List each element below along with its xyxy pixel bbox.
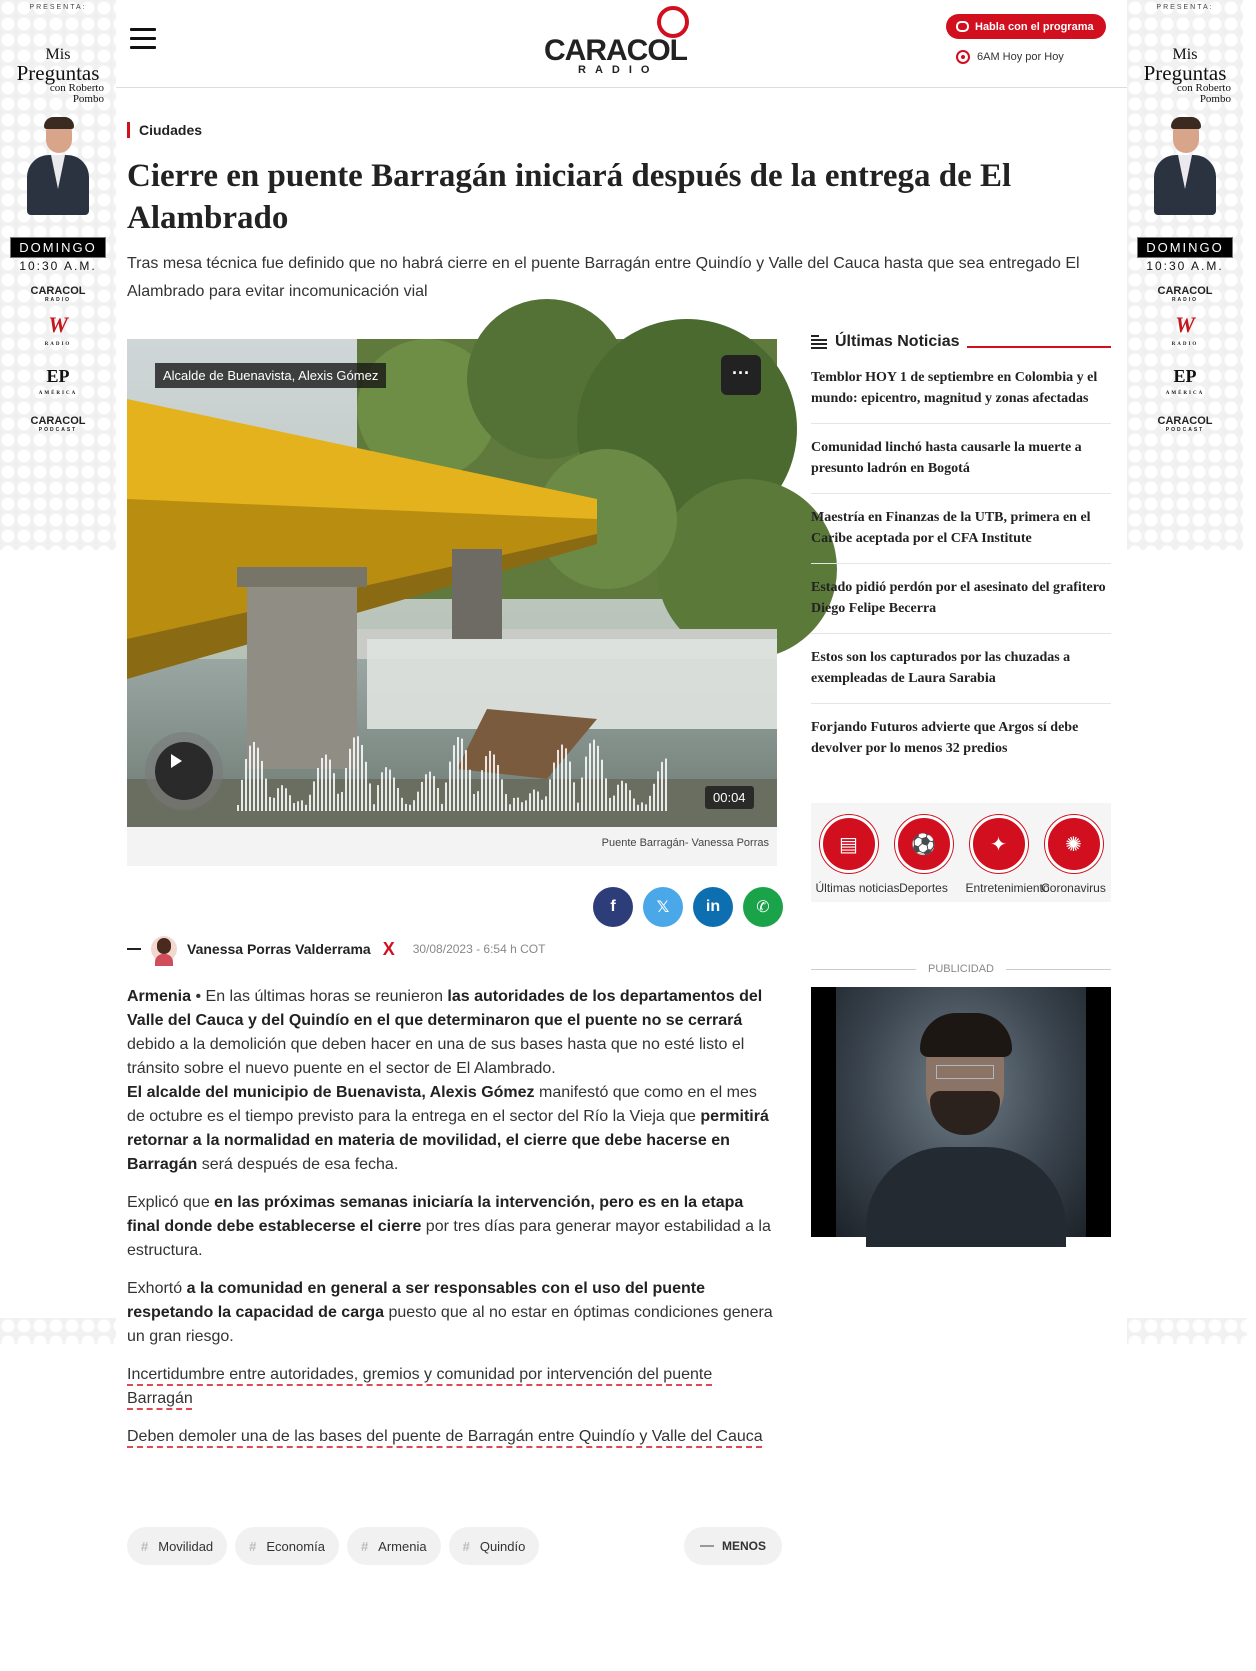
waveform-bar bbox=[389, 770, 391, 811]
waveform-bar bbox=[329, 760, 331, 811]
waveform-bar bbox=[405, 804, 407, 811]
banner-time: 10:30 A.M. bbox=[19, 259, 97, 273]
waveform-bar bbox=[401, 798, 403, 811]
byline bbox=[127, 936, 545, 962]
waveform-bar bbox=[341, 792, 343, 811]
waveform-bar bbox=[397, 788, 399, 811]
waveform-bar bbox=[637, 805, 639, 811]
paragraph: Exhortó a la comunidad en general a ser responsables con el uso del puente respetando la capacidad de carga puesto que al no estar en óptimas condiciones genera un gran riesgo. bbox=[127, 1280, 773, 1345]
waveform-bar bbox=[609, 798, 611, 811]
waveform-bar bbox=[325, 755, 327, 811]
waveform-bar bbox=[365, 762, 367, 811]
caracol-podcast-logo: CARACOL PODCAST bbox=[1157, 415, 1213, 433]
waveform-bar bbox=[541, 800, 543, 811]
waveform-bar bbox=[449, 762, 451, 811]
linkedin-share-button[interactable]: in bbox=[693, 887, 733, 927]
waveform-bar bbox=[377, 785, 379, 811]
waveform-bar bbox=[413, 800, 415, 811]
waveform-bar bbox=[385, 767, 387, 811]
hash-icon: # bbox=[249, 1538, 257, 1554]
waveform-bar bbox=[433, 776, 435, 811]
less-button[interactable]: MENOS bbox=[684, 1527, 782, 1565]
waveform-bar bbox=[349, 749, 351, 811]
ep-america-logo: EP AMÉRICA bbox=[38, 366, 78, 396]
waveform-bar bbox=[245, 759, 247, 811]
media-label: Alcalde de Buenavista, Alexis Gómez bbox=[155, 363, 386, 388]
waveform-bar bbox=[261, 761, 263, 811]
waveform-bar bbox=[657, 771, 659, 811]
waveform-bar bbox=[281, 785, 283, 811]
waveform-bar bbox=[409, 805, 411, 811]
news-item[interactable]: Estado pidió perdón por el asesinato del grafitero Diego Felipe Becerra bbox=[811, 564, 1111, 634]
category-entretenimiento[interactable]: ✦ Entretenimiento bbox=[966, 815, 1032, 902]
waveform-bar bbox=[597, 746, 599, 811]
bridge-photo[interactable] bbox=[127, 339, 777, 827]
facebook-share-button[interactable]: f bbox=[593, 887, 633, 927]
minus-icon bbox=[700, 1545, 714, 1547]
waveform-bar bbox=[653, 784, 655, 811]
waveform-bar bbox=[305, 805, 307, 811]
waveform-bar bbox=[373, 804, 375, 811]
waveform-bar bbox=[441, 804, 443, 811]
news-item[interactable]: Temblor HOY 1 de septiembre en Colombia y el mundo: epicentro, magnitud y zonas afectadas bbox=[811, 354, 1111, 424]
waveform-bar bbox=[249, 746, 251, 811]
waveform-bar bbox=[309, 795, 311, 811]
latest-news-heading: Últimas Noticias bbox=[811, 330, 1111, 354]
hash-icon: # bbox=[141, 1538, 149, 1554]
waveform-bar bbox=[381, 772, 383, 811]
banner-day: DOMINGO bbox=[10, 237, 106, 258]
whatsapp-share-button[interactable]: ✆ bbox=[743, 887, 783, 927]
waveform-bar bbox=[337, 794, 339, 811]
soccer-ball-icon: ⚽ bbox=[895, 815, 953, 873]
waveform-bar bbox=[617, 785, 619, 811]
waveform-bar bbox=[553, 763, 555, 811]
virus-icon: ✺ bbox=[1045, 815, 1103, 873]
author-name[interactable]: Vanessa Porras Valderrama bbox=[187, 941, 371, 957]
waveform-bar bbox=[273, 798, 275, 811]
waveform-bar bbox=[485, 756, 487, 811]
photo-caption: Puente Barragán- Vanessa Porras bbox=[601, 837, 769, 849]
waveform-bar bbox=[429, 772, 431, 811]
paragraph: El alcalde del municipio de Buenavista, Alexis Gómez manifestó que como en el mes de octubre es el tiempo previsto para la entrega en el sector del Río la Vieja que permitirá retornar a la normalidad en materia de movilidad, el cierre que debe hacerse en Barragán será después de esa fecha. bbox=[127, 1084, 769, 1173]
waveform-bar bbox=[565, 748, 567, 811]
waveform-bar bbox=[265, 779, 267, 811]
tag-economia[interactable]: # Economía bbox=[235, 1527, 339, 1565]
waveform-bar bbox=[517, 798, 519, 811]
waveform-bar bbox=[497, 765, 499, 811]
publish-date: 30/08/2023 - 6:54 h COT bbox=[412, 942, 546, 956]
waveform-bar bbox=[621, 781, 623, 811]
waveform-bar bbox=[521, 802, 523, 811]
waveform-bar bbox=[317, 768, 319, 811]
side-banner-left[interactable] bbox=[0, 0, 116, 550]
waveform-bar bbox=[533, 790, 535, 811]
caracol-logo: CARACOL RADIO bbox=[30, 285, 86, 303]
section-tag[interactable]: Ciudades bbox=[127, 122, 202, 138]
host-portrait bbox=[25, 117, 91, 217]
waveform-bar bbox=[557, 750, 559, 811]
waveform-bar bbox=[453, 745, 455, 811]
tag-armenia[interactable]: # Armenia bbox=[347, 1527, 441, 1565]
news-item[interactable]: Comunidad linchó hasta causarle la muerte a presunto ladrón en Bogotá bbox=[811, 424, 1111, 494]
side-banner-strip-left bbox=[0, 1318, 116, 1344]
waveform-bar bbox=[361, 745, 363, 811]
waveform-bar bbox=[549, 779, 551, 811]
waveform-bar bbox=[445, 782, 447, 811]
waveform-bar bbox=[421, 782, 423, 811]
waveform-bar bbox=[613, 796, 615, 811]
banner-host: con Roberto Pombo bbox=[1176, 82, 1231, 105]
waveform-bar bbox=[577, 803, 579, 811]
waveform-bar bbox=[301, 800, 303, 811]
news-item[interactable]: Estos son los capturados por las chuzadas a exempleadas de Laura Sarabia bbox=[811, 634, 1111, 704]
live-radio-icon bbox=[956, 50, 970, 64]
share-buttons bbox=[593, 887, 783, 927]
waveform-bar bbox=[269, 797, 271, 811]
paragraph: Armenia • En las últimas horas se reunieron las autoridades de los departamentos del Valle del Cauca y del Quindío en el que determinaron que el puente no se cerrará debido a la demolición que deben hacer en una de sus bases hasta que no esté listo el tránsito sobre el nuevo puente en el sector de El Alambrado. bbox=[127, 988, 763, 1077]
waveform-bar bbox=[277, 788, 279, 811]
waveform-bar bbox=[437, 788, 439, 811]
x-profile-icon[interactable]: X bbox=[382, 938, 395, 959]
waveform-bar bbox=[465, 750, 467, 811]
waveform-bar bbox=[641, 802, 643, 811]
waveform-bar bbox=[289, 795, 291, 811]
category-ultimas-noticias[interactable]: ▤ Últimas noticias bbox=[816, 815, 882, 902]
waveform-bar bbox=[561, 745, 563, 811]
waveform-bar bbox=[645, 804, 647, 811]
waveform-bar bbox=[393, 778, 395, 811]
audio-duration: 00:04 bbox=[705, 786, 754, 809]
tag-quindio[interactable]: # Quindío bbox=[449, 1527, 540, 1565]
list-icon bbox=[811, 335, 827, 349]
media-player bbox=[127, 339, 777, 866]
ep-america-logo: EP AMÉRICA bbox=[1165, 366, 1205, 396]
waveform-bar bbox=[253, 742, 255, 811]
waveform-bar bbox=[469, 770, 471, 811]
author-avatar[interactable] bbox=[151, 936, 177, 962]
caracol-logo: CARACOL RADIO bbox=[1157, 285, 1213, 303]
waveform-bar bbox=[581, 777, 583, 811]
waveform-bar bbox=[529, 793, 531, 811]
banner-host: con Roberto Pombo bbox=[49, 82, 104, 105]
hash-icon: # bbox=[462, 1538, 470, 1554]
banner-time: 10:30 A.M. bbox=[1146, 259, 1224, 273]
chat-icon bbox=[956, 21, 969, 32]
news-item[interactable]: Maestría en Finanzas de la UTB, primera en el Caribe aceptada por el CFA Institute bbox=[811, 494, 1111, 564]
waveform-bar bbox=[593, 740, 595, 811]
ad-label: PUBLICIDAD bbox=[811, 963, 1111, 975]
paragraph: Explicó que en las próximas semanas iniciaría la intervención, pero es en la etapa final donde debe establecerse el cierre por tres días para generar mayor estabilidad a la estructura. bbox=[127, 1194, 771, 1259]
waveform-bar bbox=[537, 791, 539, 811]
waveform-bar bbox=[473, 794, 475, 811]
waveform-bar bbox=[493, 754, 495, 811]
related-link[interactable]: Incertidumbre entre autoridades, gremios y comunidad por intervención del puente Barragán bbox=[127, 1366, 713, 1407]
sidebar bbox=[811, 330, 1111, 902]
audio-waveform[interactable] bbox=[237, 727, 667, 811]
waveform-bar bbox=[369, 783, 371, 811]
waveform-bar bbox=[313, 781, 315, 811]
waveform-bar bbox=[461, 739, 463, 811]
tag-movilidad[interactable]: # Movilidad bbox=[127, 1527, 227, 1565]
waveform-bar bbox=[257, 748, 259, 811]
live-program-link[interactable]: 6AM Hoy por Hoy bbox=[956, 50, 1064, 64]
more-options-button[interactable]: ··· bbox=[721, 355, 761, 395]
waveform-bar bbox=[525, 800, 527, 811]
banner-presenta: PRESENTA: bbox=[1156, 4, 1214, 11]
advertisement[interactable] bbox=[811, 987, 1111, 1237]
waveform-bar bbox=[477, 791, 479, 811]
caracol-podcast-logo: CARACOL PODCAST bbox=[30, 415, 86, 433]
waveform-bar bbox=[569, 762, 571, 811]
waveform-bar bbox=[333, 773, 335, 811]
waveform-bar bbox=[353, 738, 355, 811]
waveform-bar bbox=[425, 774, 427, 811]
waveform-bar bbox=[513, 798, 515, 811]
banner-presenta: PRESENTA: bbox=[29, 4, 87, 11]
waveform-bar bbox=[629, 790, 631, 811]
side-banner-strip-right bbox=[1127, 1318, 1247, 1344]
waveform-bar bbox=[321, 758, 323, 811]
news-item[interactable]: Forjando Futuros advierte que Argos sí debe devolver por lo menos 32 predios bbox=[811, 720, 1079, 756]
banner-title: Mis Preguntas bbox=[1143, 46, 1227, 85]
waveform-bar bbox=[573, 782, 575, 811]
waveform-bar bbox=[241, 780, 243, 811]
waveform-bar bbox=[481, 770, 483, 811]
caracol-radio-logo[interactable]: CARACOL RADIO bbox=[544, 6, 704, 78]
banner-title: Mis Preguntas bbox=[16, 46, 100, 85]
waveform-bar bbox=[285, 788, 287, 811]
waveform-bar bbox=[501, 779, 503, 811]
site-header bbox=[116, 0, 1127, 88]
w-radio-logo: W RADIO bbox=[1171, 312, 1199, 347]
heading-rule bbox=[967, 346, 1111, 348]
waveform-bar bbox=[661, 762, 663, 811]
category-carousel bbox=[811, 803, 1111, 902]
waveform-bar bbox=[345, 768, 347, 811]
article-body bbox=[127, 985, 777, 1463]
waveform-bar bbox=[585, 757, 587, 811]
waveform-bar bbox=[589, 743, 591, 811]
tag-list bbox=[127, 1527, 539, 1565]
category-coronavirus[interactable]: ✺ Coronavirus bbox=[1041, 815, 1107, 902]
w-radio-logo: W RADIO bbox=[44, 312, 72, 347]
waveform-bar bbox=[357, 736, 359, 811]
waveform-bar bbox=[297, 801, 299, 811]
play-icon bbox=[171, 754, 182, 768]
menu-icon[interactable] bbox=[130, 28, 156, 50]
waveform-bar bbox=[489, 751, 491, 811]
waveform-bar bbox=[665, 759, 667, 811]
news-list bbox=[811, 354, 1111, 773]
play-button[interactable] bbox=[145, 732, 223, 810]
waveform-bar bbox=[417, 792, 419, 811]
waveform-bar bbox=[633, 799, 635, 811]
popcorn-icon: ✦ bbox=[970, 815, 1028, 873]
waveform-bar bbox=[237, 805, 239, 811]
waveform-bar bbox=[625, 783, 627, 811]
news-icon: ▤ bbox=[820, 815, 878, 873]
waveform-bar bbox=[605, 778, 607, 811]
x-share-button[interactable]: 𝕏 bbox=[643, 887, 683, 927]
waveform-bar bbox=[505, 794, 507, 811]
waveform-bar bbox=[457, 737, 459, 811]
article-dek: Tras mesa técnica fue definido que no habrá cierre en el puente Barragán entre Quindío y Valle del Cauca hasta que sea entregado El Alambrado para evitar incomunicación vial bbox=[127, 255, 1080, 300]
side-banner-right[interactable] bbox=[1127, 0, 1243, 550]
hash-icon: # bbox=[360, 1538, 369, 1554]
talk-to-program-button[interactable]: Habla con el programa bbox=[946, 14, 1106, 39]
waveform-bar bbox=[293, 803, 295, 811]
category-deportes[interactable]: ⚽ Deportes bbox=[891, 815, 957, 902]
host-portrait bbox=[1152, 117, 1218, 217]
banner-day: DOMINGO bbox=[1137, 237, 1233, 258]
waveform-bar bbox=[509, 804, 511, 811]
byline-dash bbox=[127, 948, 141, 950]
waveform-bar bbox=[601, 760, 603, 811]
article-headline: Cierre en puente Barragán iniciará después de la entrega de El Alambrado bbox=[127, 158, 1012, 236]
waveform-bar bbox=[649, 796, 651, 811]
waveform-bar bbox=[545, 796, 547, 811]
related-link[interactable]: Deben demoler una de las bases del puente de Barragán entre Quindío y Valle del Cauca bbox=[127, 1428, 763, 1445]
